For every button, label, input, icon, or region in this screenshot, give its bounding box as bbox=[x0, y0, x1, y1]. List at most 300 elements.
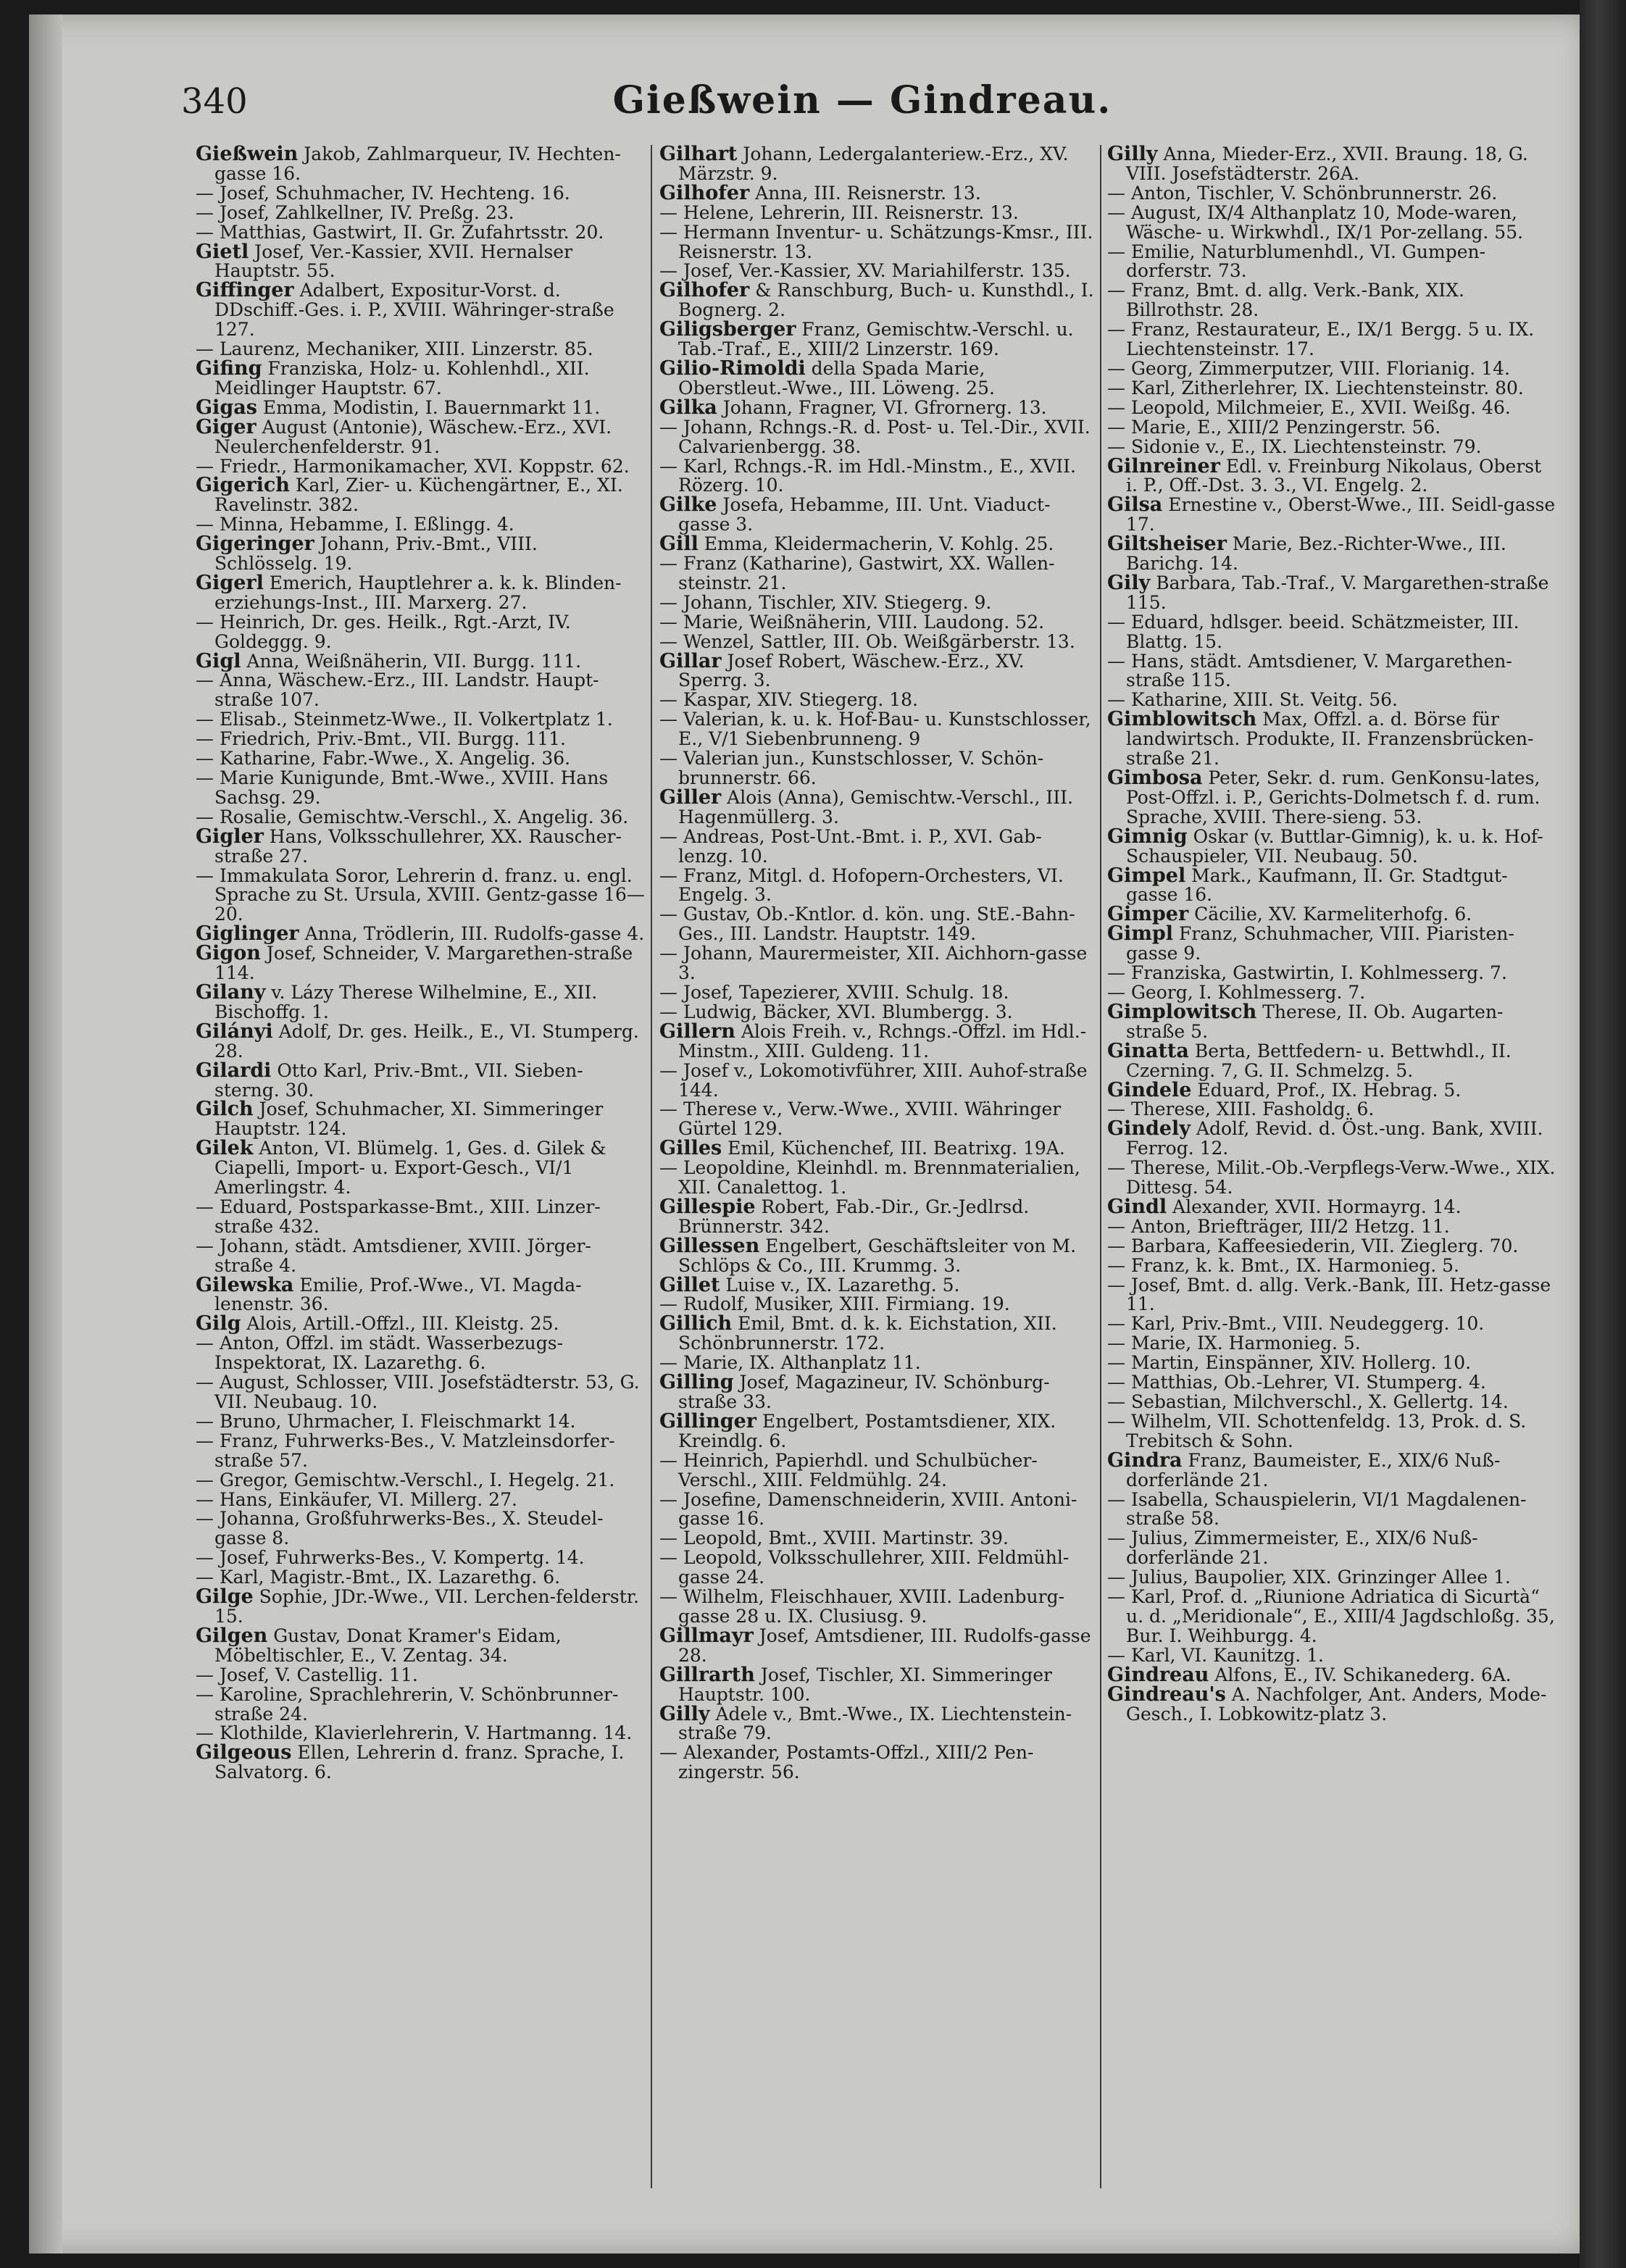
directory-entry bbox=[659, 593, 1094, 613]
entry-text: Max, Offzl. a. d. Börse für landwirtsch. Produkte, II. Franzensbrücken-straße 21. bbox=[1126, 709, 1534, 770]
directory-entry bbox=[196, 1724, 645, 1743]
entry-text: — Julius, Baupolier, XIX. Grinzinger Allee 1. bbox=[1107, 1567, 1511, 1588]
entry-surname: Gilányi bbox=[196, 1020, 273, 1043]
entry-text: — Georg, I. Kohlmesserg. 7. bbox=[1107, 981, 1366, 1003]
entry-text: Peter, Sekr. d. rum. GenKonsu-lates, Post-Offzl. i. P., Gerichts-Dolmetsch f. d. rum. Sprache, XVIII. There-sieng. 53. bbox=[1126, 767, 1540, 827]
entry-surname: Gillmayr bbox=[659, 1624, 754, 1647]
entry-text: — Franz, Restaurateur, E., IX/1 Bergg. 5 u. IX. Liechtensteinstr. 17. bbox=[1107, 319, 1535, 360]
entry-text: — August, Schlosser, VIII. Josefstädterstr. 53, G. VII. Neubaug. 10. bbox=[196, 1372, 640, 1412]
directory-entry bbox=[1107, 1276, 1556, 1315]
directory-entry bbox=[196, 415, 645, 457]
entry-text: Hans, Volksschullehrer, XX. Rauscher-straße 27. bbox=[214, 825, 622, 867]
entry-text: — Leopold, Bmt., XVIII. Martinstr. 39. bbox=[659, 1527, 1009, 1549]
entry-text: Johann, Ledergalanteriew.-Erz., XV. Märzstr. 9. bbox=[678, 145, 1069, 184]
directory-entry bbox=[659, 1003, 1094, 1022]
book-gutter bbox=[1580, 0, 1626, 2268]
entry-text: — Josef, Tapezierer, XVIII. Schulg. 18. bbox=[659, 981, 1009, 1003]
entry-surname: Giller bbox=[659, 785, 722, 809]
directory-entry bbox=[659, 1234, 1094, 1276]
entry-text: Johann, Fragner, VI. Gfrornerg. 13. bbox=[717, 396, 1047, 418]
directory-entry bbox=[196, 864, 645, 925]
directory-entry bbox=[196, 1685, 645, 1725]
directory-entry bbox=[659, 1354, 1094, 1373]
entry-text: Adalbert, Expositur-Vorst. d. DDschiff.-Ges. i. P., XVIII. Währinger-straße 127. bbox=[214, 280, 614, 341]
entry-text: Engelbert, Geschäftsleiter von M. Schlöps & Co., III. Krummg. 3. bbox=[678, 1235, 1077, 1276]
directory-entry bbox=[196, 1059, 645, 1101]
entry-text: — Katharine, XIII. St. Veitg. 56. bbox=[1107, 689, 1398, 711]
entry-surname: Gimbosa bbox=[1107, 767, 1203, 789]
directory-entry bbox=[196, 827, 645, 867]
directory-entry bbox=[1107, 1039, 1556, 1081]
entry-surname: Gigon bbox=[196, 942, 261, 965]
directory-entry bbox=[1107, 1568, 1556, 1588]
entry-surname: Gilhofer bbox=[659, 181, 750, 204]
entry-surname: Gigerich bbox=[196, 474, 290, 497]
directory-entry bbox=[1107, 1256, 1556, 1276]
entry-text: — Marie, IX. Althanplatz 11. bbox=[659, 1352, 921, 1374]
entry-text: — Laurenz, Mechaniker, XIII. Linzerstr. 85. bbox=[196, 338, 593, 360]
directory-entry bbox=[196, 1432, 645, 1471]
entry-text: Eduard, Prof., IX. Hebrag. 5. bbox=[1191, 1079, 1462, 1101]
directory-column-3 bbox=[1107, 145, 1556, 2196]
directory-entry bbox=[659, 457, 1094, 496]
directory-entry bbox=[196, 1198, 645, 1237]
entry-surname: Gigas bbox=[196, 396, 257, 419]
entry-text: — Johann, städt. Amtsdiener, XVIII. Jörger-straße 4. bbox=[196, 1235, 591, 1276]
entry-surname: Gillrarth bbox=[659, 1663, 755, 1686]
directory-entry bbox=[1107, 454, 1556, 496]
entry-surname: Gilhofer bbox=[659, 279, 750, 302]
entry-text: — Anton, Tischler, V. Schönbrunnerstr. 26. bbox=[1107, 182, 1498, 204]
entry-text: — Josef, Schuhmacher, IV. Hechteng. 16. bbox=[196, 182, 570, 204]
entry-surname: Gießwein bbox=[196, 145, 299, 165]
entry-text: — Ludwig, Bäcker, XVI. Blumbergg. 3. bbox=[659, 1001, 1013, 1022]
directory-entry bbox=[196, 710, 645, 730]
directory-entry bbox=[659, 145, 1094, 184]
entry-text: — Josef, Fuhrwerks-Bes., V. Kompertg. 14. bbox=[196, 1547, 585, 1569]
directory-entry bbox=[1107, 1488, 1556, 1530]
entry-text: — August, IX/4 Althanplatz 10, Mode-waren, Wäsche- u. Wirkwhdl., IX/1 Por-zellang. 55. bbox=[1107, 201, 1524, 243]
directory-entry bbox=[659, 1743, 1094, 1783]
entry-text: Adolf, Dr. ges. Heilk., E., VI. Stumperg. 28. bbox=[214, 1020, 639, 1062]
entry-surname: Gily bbox=[1107, 571, 1151, 594]
entry-text: — Martin, Einspänner, XIV. Hollerg. 10. bbox=[1107, 1352, 1472, 1374]
entry-surname: Gimplowitsch bbox=[1107, 1000, 1257, 1023]
directory-entry bbox=[1107, 864, 1556, 906]
entry-text: della Spada Marie, Oberstleut.-Wwe., III. Löweng. 25. bbox=[678, 357, 995, 399]
entry-text: Josefa, Hebamme, III. Unt. Viaduct-gasse 3. bbox=[678, 494, 1051, 535]
entry-text: — Karl, VI. Kaunitzg. 1. bbox=[1107, 1644, 1324, 1666]
directory-entry bbox=[196, 1022, 645, 1062]
directory-entry bbox=[196, 571, 645, 613]
entry-text: — Franz, Bmt. d. allg. Verk.-Bank, XIX. Billrothstr. 28. bbox=[1107, 280, 1464, 321]
entry-text: — Rosalie, Gemischtw.-Verschl., X. Angelig. 36. bbox=[196, 806, 629, 827]
entry-surname: Gindl bbox=[1107, 1195, 1167, 1218]
entry-text: — Karl, Zitherlehrer, IX. Liechtensteinstr. 80. bbox=[1107, 377, 1524, 399]
directory-entry bbox=[1107, 769, 1556, 827]
entry-text: — Therese v., Verw.-Wwe., XVIII. Währinger Gürtel 129. bbox=[659, 1098, 1062, 1140]
directory-entry bbox=[659, 418, 1094, 457]
entry-text: Karl, Zier- u. Küchengärtner, E., XI. Ravelinstr. 382. bbox=[214, 475, 623, 516]
entry-text: Otto Karl, Priv.-Bmt., VII. Sieben-sterng. 30. bbox=[214, 1059, 583, 1101]
directory-entry bbox=[196, 1509, 645, 1548]
entry-surname: Gillespie bbox=[659, 1195, 756, 1218]
directory-entry bbox=[659, 649, 1094, 691]
directory-entry bbox=[659, 1588, 1094, 1627]
directory-entry bbox=[659, 983, 1094, 1003]
directory-entry bbox=[1107, 145, 1556, 184]
entry-surname: Gigerl bbox=[196, 571, 264, 594]
entry-text: — Gregor, Gemischtw.-Verschl., I. Hegelg. 21. bbox=[196, 1469, 615, 1491]
page-edge bbox=[29, 14, 62, 2254]
directory-entry bbox=[659, 613, 1094, 633]
directory-entry bbox=[659, 493, 1094, 535]
directory-entry bbox=[196, 145, 645, 184]
column-divider bbox=[651, 145, 652, 2188]
directory-entry bbox=[1107, 1334, 1556, 1354]
entry-text: — Georg, Zimmerputzer, VIII. Florianig. 14. bbox=[1107, 357, 1510, 379]
entry-text: — Bruno, Uhrmacher, I. Fleischmarkt 14. bbox=[196, 1410, 576, 1432]
entry-text: Josef, Tischler, XI. Simmeringer Hauptstr. 100. bbox=[678, 1664, 1052, 1705]
directory-entry bbox=[196, 515, 645, 535]
entry-surname: Gindely bbox=[1107, 1117, 1191, 1141]
entry-text: — Friedrich, Priv.-Bmt., VII. Burgg. 111. bbox=[196, 728, 566, 750]
directory-entry bbox=[1107, 1000, 1556, 1042]
entry-text: — Kaspar, XIV. Stiegerg. 18. bbox=[659, 689, 918, 711]
entry-text: — Franz, Mitgl. d. Hofopern-Orchesters, VI. Engelg. 3. bbox=[659, 864, 1064, 906]
entry-text: — Emilie, Naturblumenhdl., VI. Gumpen-dorferstr. 73. bbox=[1107, 241, 1486, 282]
entry-text: — Wilhelm, Fleischhauer, XVIII. Ladenburg-gasse 28 u. IX. Clusiusg. 9. bbox=[659, 1586, 1065, 1627]
entry-text: Anna, III. Reisnerstr. 13. bbox=[749, 182, 981, 204]
entry-text: Anton, VI. Blümelg. 1, Ges. d. Gilek & Ciapelli, Import- u. Export-Gesch., VI/1 Amerlingstr. 4. bbox=[214, 1138, 606, 1198]
directory-entry bbox=[1107, 1078, 1556, 1101]
entry-text: Edl. v. Freinburg Nikolaus, Oberst i. P., Off.-Dst. 3. 3., VI. Engelg. 2. bbox=[1126, 455, 1542, 496]
entry-text: v. Lázy Therese Wilhelmine, E., XII. Bischoffg. 1. bbox=[214, 981, 598, 1022]
directory-entry bbox=[659, 1195, 1094, 1237]
directory-entry bbox=[659, 223, 1094, 262]
directory-column-2 bbox=[659, 145, 1094, 2196]
entry-text: Engelbert, Postamtsdiener, XIX. Kreindlg. 6. bbox=[678, 1410, 1056, 1451]
entry-surname: Gillar bbox=[659, 649, 722, 672]
entry-text: Therese, II. Ob. Augarten-straße 5. bbox=[1126, 1001, 1504, 1042]
entry-text: Emma, Kleidermacherin, V. Kohlg. 25. bbox=[698, 533, 1054, 555]
entry-text: — Josef, V. Castellig. 11. bbox=[196, 1664, 418, 1685]
entry-text: — Therese, Milit.-Ob.-Verpflegs-Verw.-Wwe., XIX. Dittesg. 54. bbox=[1107, 1157, 1556, 1198]
directory-entry bbox=[659, 1529, 1094, 1548]
directory-entry bbox=[659, 1373, 1094, 1412]
entry-text: — Rudolf, Musiker, XIII. Firmiang. 19. bbox=[659, 1293, 1010, 1315]
directory-entry bbox=[1107, 1237, 1556, 1256]
directory-entry bbox=[1107, 1159, 1556, 1198]
directory-entry bbox=[1107, 827, 1556, 867]
directory-entry bbox=[196, 944, 645, 983]
entry-surname: Gillern bbox=[659, 1020, 735, 1043]
entry-text: Josef, Schuhmacher, XI. Simmeringer Hauptstr. 124. bbox=[214, 1098, 604, 1140]
entry-surname: Giger bbox=[196, 415, 257, 438]
directory-entry bbox=[659, 1273, 1094, 1296]
entry-text: Adele v., Bmt.-Wwe., IX. Liechtenstein-straße 79. bbox=[678, 1703, 1072, 1744]
directory-entry bbox=[196, 1314, 645, 1334]
directory-entry bbox=[659, 827, 1094, 867]
entry-surname: Gilnreiner bbox=[1107, 454, 1220, 478]
directory-entry bbox=[196, 1585, 645, 1627]
entry-text: Emma, Modistin, I. Bauernmarkt 11. bbox=[257, 396, 601, 418]
entry-text: Josef, Schneider, V. Margarethen-straße 114. bbox=[214, 943, 633, 984]
entry-text: — Isabella, Schauspielerin, VI/1 Magdalenen-straße 58. bbox=[1107, 1488, 1527, 1530]
directory-entry bbox=[659, 1159, 1094, 1198]
directory-entry bbox=[1107, 691, 1556, 710]
directory-entry bbox=[1107, 1354, 1556, 1373]
directory-entry bbox=[1107, 320, 1556, 359]
entry-surname: Gimper bbox=[1107, 903, 1189, 926]
directory-entry bbox=[659, 864, 1094, 906]
entry-text: Sophie, JDr.-Wwe., VII. Lerchen-felderstr. 15. bbox=[214, 1586, 639, 1627]
entry-surname: Gilek bbox=[196, 1137, 254, 1160]
directory-entry bbox=[1107, 243, 1556, 282]
directory-entry bbox=[659, 359, 1094, 399]
entry-text: — Elisab., Steinmetz-Wwe., II. Volkertplatz 1. bbox=[196, 709, 613, 730]
entry-surname: Gilka bbox=[659, 396, 717, 419]
entry-text: — Wenzel, Sattler, III. Ob. Weißgärberstr. 13. bbox=[659, 630, 1075, 652]
entry-surname: Gindele bbox=[1107, 1078, 1192, 1101]
entry-text: — Leopoldine, Kleinhdl. m. Brennmaterialien, XII. Canalettog. 1. bbox=[659, 1157, 1080, 1198]
entry-surname: Gilsa bbox=[1107, 493, 1163, 517]
directory-entry bbox=[196, 922, 645, 946]
entry-surname: Ginatta bbox=[1107, 1039, 1189, 1062]
entry-surname: Gilling bbox=[659, 1371, 734, 1394]
entry-text: — Josef, Zahlkellner, IV. Preßg. 23. bbox=[196, 201, 514, 223]
directory-entry bbox=[196, 476, 645, 515]
directory-entry bbox=[196, 1624, 645, 1666]
entry-surname: Gindreau's bbox=[1107, 1683, 1226, 1706]
entry-surname: Gimblowitsch bbox=[1107, 708, 1257, 731]
directory-entry bbox=[196, 1139, 645, 1198]
entry-surname: Gifing bbox=[196, 357, 262, 380]
entry-surname: Gigeringer bbox=[196, 533, 314, 556]
directory-entry bbox=[1107, 905, 1556, 925]
directory-entry bbox=[1107, 1393, 1556, 1412]
entry-surname: Gilg bbox=[196, 1312, 241, 1335]
entry-text: — Valerian, k. u. k. Hof-Bau- u. Kunstschlosser, E., V/1 Siebenbrunneng. 9 bbox=[659, 709, 1091, 750]
directory-entry bbox=[1107, 1685, 1556, 1725]
entry-text: Emilie, Prof.-Wwe., VI. Magda-lenenstr. 36. bbox=[214, 1274, 582, 1315]
directory-entry bbox=[659, 535, 1094, 554]
directory-entry bbox=[659, 785, 1094, 827]
directory-entry bbox=[1107, 1117, 1556, 1159]
entry-text: — Helene, Lehrerin, III. Reisnerstr. 13. bbox=[659, 201, 1019, 223]
entry-text: — Eduard, Postsparkasse-Bmt., XIII. Linzer-straße 432. bbox=[196, 1196, 601, 1237]
directory-entry bbox=[196, 1237, 645, 1276]
directory-entry bbox=[1107, 1663, 1556, 1686]
entry-text: Ellen, Lehrerin d. franz. Sprache, I. Salvatorg. 6. bbox=[214, 1742, 625, 1783]
directory-entry bbox=[196, 340, 645, 359]
directory-entry bbox=[196, 808, 645, 827]
entry-surname: Gietl bbox=[196, 240, 249, 263]
entry-text: A. Nachfolger, Ant. Anders, Mode-Gesch., I. Lobkowitz-platz 3. bbox=[1126, 1683, 1547, 1725]
entry-text: Emil, Bmt. d. k. k. Eichstation, XII. Schönbrunnerstr. 172. bbox=[678, 1313, 1057, 1354]
directory-entry bbox=[1107, 571, 1556, 613]
directory-entry bbox=[659, 1488, 1094, 1530]
directory-entry bbox=[1107, 1195, 1556, 1218]
entry-text: — Johanna, Großfuhrwerks-Bes., X. Steudel-gasse 8. bbox=[196, 1508, 604, 1549]
entry-text: — Andreas, Post-Unt.-Bmt. i. P., XVI. Gab-lenzg. 10. bbox=[659, 825, 1042, 867]
entry-text: — Gustav, Ob.-Kntlor. d. kön. ung. StE.-Bahn-Ges., III. Landstr. Hauptstr. 149. bbox=[659, 904, 1075, 945]
entry-text: — Anton, Briefträger, III/2 Hetzg. 11. bbox=[1107, 1215, 1450, 1237]
entry-text: — Franz, k. k. Bmt., IX. Harmonieg. 5. bbox=[1107, 1254, 1459, 1276]
entry-surname: Gimpl bbox=[1107, 922, 1174, 946]
directory-entry bbox=[659, 1059, 1094, 1101]
directory-entry bbox=[1107, 418, 1556, 438]
directory-entry bbox=[1107, 201, 1556, 243]
directory-entry bbox=[196, 1488, 645, 1510]
entry-text: Jakob, Zahlmarqueur, IV. Hechten-gasse 16. bbox=[214, 145, 621, 184]
entry-text: August (Antonie), Wäschew.-Erz., XVI. Neulerchenfelderstr. 91. bbox=[214, 416, 612, 457]
entry-surname: Gillessen bbox=[659, 1234, 760, 1257]
directory-entry bbox=[196, 649, 645, 672]
directory-entry bbox=[196, 1743, 645, 1783]
directory-entry bbox=[196, 1666, 645, 1685]
directory-entry bbox=[659, 710, 1094, 749]
entry-text: Berta, Bettfedern- u. Bettwhdl., II. Czerning. 7, G. II. Schmelzg. 5. bbox=[1126, 1040, 1512, 1081]
entry-surname: Giltsheiser bbox=[1107, 533, 1227, 556]
directory-entry bbox=[196, 1548, 645, 1568]
entry-text: Cäcilie, XV. Karmeliterhofg. 6. bbox=[1188, 904, 1472, 925]
entry-surname: Gimpel bbox=[1107, 864, 1186, 887]
directory-entry bbox=[659, 944, 1094, 983]
entry-surname: Gilles bbox=[659, 1137, 722, 1160]
directory-entry bbox=[659, 691, 1094, 710]
entry-text: — Marie, Weißnäherin, VIII. Laudong. 52. bbox=[659, 611, 1045, 633]
directory-entry bbox=[1107, 493, 1556, 535]
directory-entry bbox=[1107, 652, 1556, 691]
directory-entry bbox=[1107, 1646, 1556, 1666]
entry-text: — Immakulata Soror, Lehrerin d. franz. u. engl. Sprache zu St. Ursula, XVIII. Gentz-gasse 16—20. bbox=[196, 864, 645, 925]
directory-entry bbox=[1107, 983, 1556, 1003]
entry-surname: Gilke bbox=[659, 493, 717, 517]
directory-entry bbox=[196, 359, 645, 399]
entry-text: — Minna, Hebamme, I. Eßlingg. 4. bbox=[196, 514, 514, 535]
directory-entry bbox=[1107, 1412, 1556, 1451]
entry-text: Franz, Baumeister, E., XIX/6 Nuß-dorferlände 21. bbox=[1126, 1449, 1501, 1491]
directory-entry bbox=[1107, 379, 1556, 399]
entry-text: — Johann, Rchngs.-R. d. Post- u. Tel.-Dir., XVII. Calvarienbergg. 38. bbox=[659, 416, 1091, 457]
directory-entry bbox=[196, 769, 645, 808]
running-head: Gießwein — Gindreau. bbox=[612, 78, 1112, 122]
entry-text: Franziska, Holz- u. Kohlenhdl., XII. Meidlinger Hauptstr. 67. bbox=[214, 357, 590, 399]
entry-text: — Valerian jun., Kunstschlosser, V. Schön-brunnerstr. 66. bbox=[659, 748, 1044, 788]
entry-surname: Giffinger bbox=[196, 279, 294, 302]
entry-surname: Gill bbox=[659, 533, 699, 556]
directory-entry bbox=[659, 181, 1094, 204]
entry-text: Alois, Artill.-Offzl., III. Kleistg. 25. bbox=[241, 1313, 559, 1335]
directory-entry bbox=[659, 1022, 1094, 1062]
entry-surname: Gillich bbox=[659, 1312, 733, 1335]
directory-entry bbox=[659, 1100, 1094, 1139]
entry-text: Anna, Mieder-Erz., XVII. Braung. 18, G. VIII. Josefstädterstr. 26A. bbox=[1126, 145, 1528, 184]
directory-entry bbox=[659, 1548, 1094, 1588]
directory-entry bbox=[196, 1334, 645, 1373]
entry-text: Franz, Gemischtw.-Verschl. u. Tab.-Traf., E., XIII/2 Linzerstr. 169. bbox=[678, 319, 1074, 360]
entry-text: — Julius, Zimmermeister, E., XIX/6 Nuß-dorferlände 21. bbox=[1107, 1527, 1478, 1569]
directory-entry bbox=[196, 281, 645, 340]
entry-text: — Josefine, Damenschneiderin, XVIII. Antoni-gasse 16. bbox=[659, 1488, 1077, 1530]
entry-text: — Matthias, Ob.-Lehrer, VI. Stumperg. 4. bbox=[1107, 1372, 1486, 1393]
directory-entry bbox=[196, 1273, 645, 1315]
directory-entry bbox=[1107, 359, 1556, 379]
entry-text: — Wilhelm, VII. Schottenfeldg. 13, Prok. d. S. Trebitsch & Sohn. bbox=[1107, 1410, 1527, 1451]
directory-entry bbox=[196, 396, 645, 419]
entry-text: Alois (Anna), Gemischtw.-Verschl., III. Hagenmüllerg. 3. bbox=[678, 786, 1073, 827]
entry-text: — Friedr., Harmonikamacher, XVI. Koppstr. 62. bbox=[196, 455, 630, 477]
entry-text: Alfons, E., IV. Schikanederg. 6A. bbox=[1209, 1664, 1512, 1685]
entry-text: — Heinrich, Papierhdl. und Schulbücher-Verschl., XIII. Feldmühlg. 24. bbox=[659, 1449, 1038, 1491]
directory-entry bbox=[196, 671, 645, 710]
entry-text: — Eduard, hdlsger. beeid. Schätzmeister, III. Blattg. 15. bbox=[1107, 611, 1519, 652]
entry-surname: Gilio-Rimoldi bbox=[659, 357, 806, 380]
entry-text: Johann, Priv.-Bmt., VIII. Schlösselg. 19. bbox=[214, 533, 538, 575]
page-header bbox=[181, 72, 1543, 130]
directory-entry bbox=[196, 223, 645, 243]
directory-entry bbox=[1107, 1373, 1556, 1393]
directory-entry bbox=[196, 184, 645, 204]
entry-text: Anna, Trödlerin, III. Rudolfs-gasse 4. bbox=[299, 923, 645, 945]
entry-text: Emil, Küchenchef, III. Beatrixg. 19A. bbox=[722, 1138, 1065, 1159]
directory-entry bbox=[196, 457, 645, 477]
column-divider bbox=[1100, 145, 1101, 2188]
entry-text: — Karoline, Sprachlehrerin, V. Schönbrunner-straße 24. bbox=[196, 1683, 619, 1725]
directory-entry bbox=[196, 749, 645, 769]
entry-surname: Gilewska bbox=[196, 1273, 294, 1296]
directory-entry bbox=[196, 240, 645, 282]
directory-entry bbox=[196, 1412, 645, 1432]
entry-text: Anna, Weißnäherin, VII. Burgg. 111. bbox=[241, 650, 582, 672]
entry-surname: Gigler bbox=[196, 825, 264, 848]
entry-text: — Heinrich, Dr. ges. Heilk., Rgt.-Arzt, IV. Goldeggg. 9. bbox=[196, 611, 571, 652]
entry-surname: Gindreau bbox=[1107, 1663, 1209, 1686]
entry-text: — Barbara, Kaffeesiederin, VII. Zieglerg. 70. bbox=[1107, 1235, 1519, 1256]
directory-entry bbox=[1107, 535, 1556, 574]
directory-entry bbox=[196, 980, 645, 1022]
directory-entry bbox=[196, 535, 645, 574]
directory-entry bbox=[1107, 922, 1556, 964]
entry-text: Alexander, XVII. Hormayrg. 14. bbox=[1167, 1196, 1462, 1217]
entry-surname: Gilany bbox=[196, 980, 266, 1004]
entry-surname: Gilge bbox=[196, 1585, 254, 1609]
directory-entry bbox=[1107, 964, 1556, 983]
entry-text: Emerich, Hauptlehrer a. k. k. Blinden-erziehungs-Inst., III. Marxerg. 27. bbox=[214, 572, 622, 613]
entry-surname: Gilardi bbox=[196, 1059, 272, 1082]
entry-surname: Gindra bbox=[1107, 1448, 1183, 1472]
entry-surname: Gilch bbox=[196, 1098, 254, 1121]
entry-text: — Karl, Rchngs.-R. im Hdl.-Minstm., E., XVII. Rözerg. 10. bbox=[659, 455, 1076, 496]
entry-surname: Gilly bbox=[1107, 145, 1158, 165]
entry-text: Marie, Bez.-Richter-Wwe., III. Barichg. 14. bbox=[1126, 533, 1506, 575]
entry-text: — Hans, Einkäufer, VI. Millerg. 27. bbox=[196, 1488, 517, 1510]
directory-entry bbox=[1107, 435, 1556, 457]
entry-text: — Josef v., Lokomotivführer, XIII. Auhof-straße 144. bbox=[659, 1059, 1088, 1101]
directory-entry bbox=[1107, 1100, 1556, 1120]
directory-entry bbox=[196, 613, 645, 652]
entry-text: Josef, Amtsdiener, III. Rudolfs-gasse 28. bbox=[678, 1625, 1091, 1666]
directory-entry bbox=[659, 1451, 1094, 1491]
entry-text: — Matthias, Gastwirt, II. Gr. Zufahrtsstr. 20. bbox=[196, 221, 604, 243]
entry-text: Robert, Fab.-Dir., Gr.-Jedlrsd. Brünnerstr. 342. bbox=[678, 1196, 1030, 1237]
directory-entry bbox=[659, 281, 1094, 320]
entry-text: — Katharine, Fabr.-Wwe., X. Angelig. 36. bbox=[196, 748, 571, 770]
entry-text: Josef Robert, Wäschew.-Erz., XV. Sperrg. 3. bbox=[678, 650, 1025, 691]
directory-entry bbox=[659, 1624, 1094, 1666]
entry-surname: Gillinger bbox=[659, 1409, 756, 1433]
